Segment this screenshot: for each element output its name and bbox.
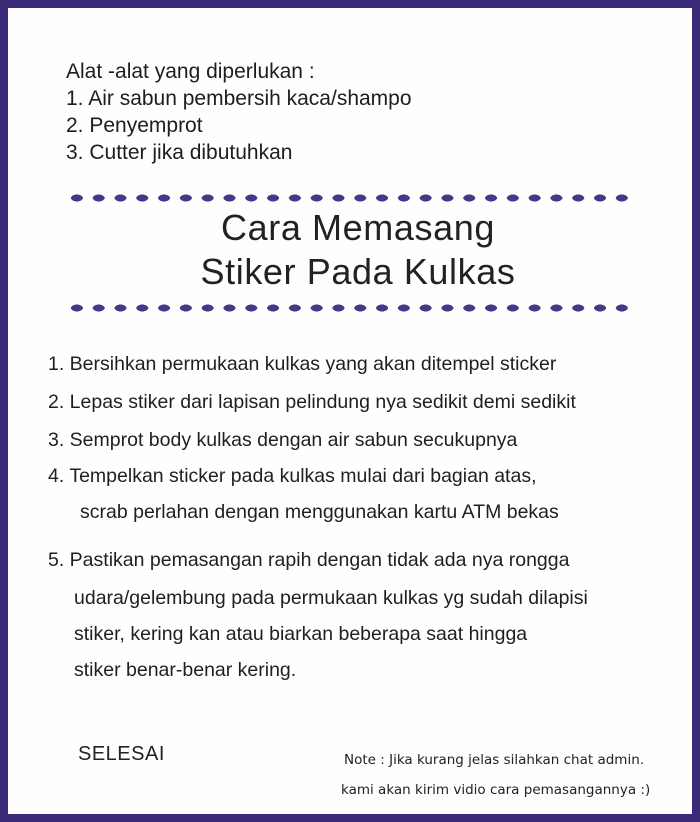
note-line-1: Note : Jika kurang jelas silahkan chat admin.	[344, 752, 645, 768]
tools-section	[66, 58, 412, 166]
step-5: 5. Pastikan pemasangan rapih dengan tidak ada nya rongga	[48, 549, 570, 571]
tools-item: 2. Penyemprot	[66, 114, 203, 137]
selesai-label: SELESAI	[78, 743, 165, 765]
title-line-1: Cara Memasang	[221, 207, 495, 248]
dotted-divider-top	[66, 194, 632, 202]
step-1: 1. Bersihkan permukaan kulkas yang akan ditempel sticker	[48, 353, 557, 375]
tools-item: 1. Air sabun pembersih kaca/shampo	[66, 87, 412, 110]
step-5-continuation: stiker, kering kan atau biarkan beberapa saat hingga	[74, 623, 528, 645]
tools-heading: Alat -alat yang diperlukan :	[66, 60, 315, 83]
step-2: 2. Lepas stiker dari lapisan pelindung nya sedikit demi sedikit	[48, 391, 576, 413]
step-3: 3. Semprot body kulkas dengan air sabun secukupnya	[48, 429, 518, 451]
note-line-2: kami akan kirim vidio cara pemasangannya :)	[341, 782, 651, 798]
step-5-continuation: udara/gelembung pada permukaan kulkas yg sudah dilapisi	[74, 587, 588, 609]
dotted-divider-bottom	[66, 304, 632, 312]
title-line-2: Stiker Pada Kulkas	[200, 251, 516, 292]
step-5-continuation: stiker benar-benar kering.	[74, 659, 297, 681]
tools-item: 3. Cutter jika dibutuhkan	[66, 141, 293, 164]
step-4: 4. Tempelkan sticker pada kulkas mulai dari bagian atas,	[48, 465, 537, 487]
step-4-continuation: scrab perlahan dengan menggunakan kartu ATM bekas	[80, 501, 559, 523]
